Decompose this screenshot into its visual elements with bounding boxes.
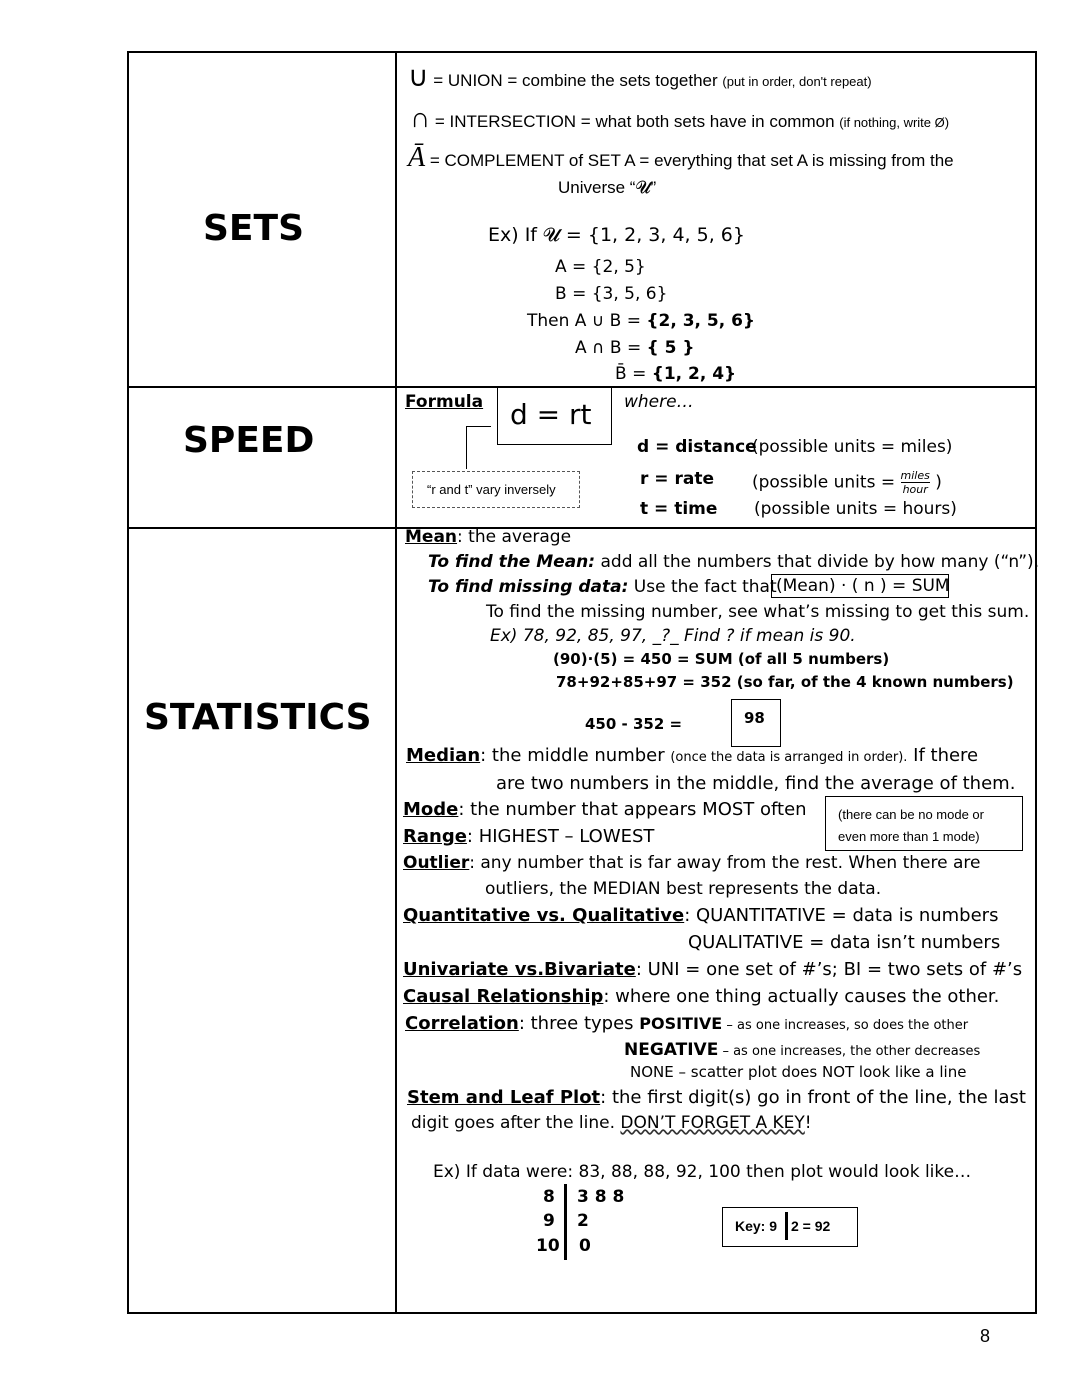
set-a: A = {2, 5} [555, 257, 646, 277]
leaf: 2 [577, 1211, 589, 1231]
key-leaf: 2 = 92 [791, 1218, 831, 1234]
complement-line: Ā = COMPLEMENT of SET A = everything that set A is missing from the [408, 142, 954, 173]
median-line: Median: the middle number (once the data is arranged in order). If there [406, 745, 979, 766]
union-line: ∪ = UNION = combine the sets together (put in order, don't repeat) [408, 61, 872, 92]
stem-divider [564, 1184, 567, 1260]
key-label: Key: 9 [735, 1218, 778, 1234]
arrow-icon [466, 426, 491, 469]
key-box [722, 1207, 858, 1247]
set-b: B = {3, 5, 6} [555, 284, 668, 304]
mode-line: Mode: the number that appears MOST often [403, 799, 807, 820]
missing-line-2: To find the missing number, see what’s missing to get this sum. [486, 602, 1030, 622]
page-number: 8 [980, 1326, 991, 1346]
outlier-line-2: outliers, the MEDIAN best represents the data. [485, 879, 882, 899]
quant-qual-line: Quantitative vs. Qualitative: QUANTITATIVE = data is numbers [403, 905, 999, 926]
stem: 8 [543, 1187, 555, 1207]
mode-note-box [825, 796, 1023, 851]
row-divider [127, 527, 1037, 529]
key-divider [785, 1212, 788, 1240]
mode-note-2: even more than 1 mode) [838, 829, 980, 844]
quant-qual-line-2: QUALITATIVE = data isn’t numbers [688, 932, 1001, 953]
calc-1: (90)·(5) = 450 = SUM (of all 5 numbers) [553, 650, 890, 668]
section-title-speed: SPEED [183, 420, 315, 461]
column-divider [395, 51, 397, 1313]
table-border-bottom [127, 1312, 1037, 1314]
answer-box [731, 699, 781, 747]
stem: 10 [536, 1236, 560, 1256]
answer: 98 [744, 709, 765, 727]
complement-result: B̄ = {1, 2, 4} [615, 364, 737, 384]
leaf: 0 [579, 1236, 591, 1256]
intersection-line: ∩ = INTERSECTION = what both sets have in common (if nothing, write Ø) [410, 102, 950, 133]
missing-data-line: To find missing data: Use the fact that [428, 577, 777, 597]
rate-units: (possible units = miles hour ) [752, 469, 942, 496]
uni-bi-line: Univariate vs.Bivariate: UNI = one set of #’s; BI = two sets of #’s [403, 959, 1023, 980]
section-title-statistics: STATISTICS [144, 697, 372, 738]
outlier-line: Outlier: any number that is far away from the rest. When there are [403, 853, 981, 873]
complement-line-2: Universe “𝓤” [558, 178, 657, 197]
negative-line: NEGATIVE – as one increases, the other decreases [624, 1040, 981, 1060]
formula-label: Formula [405, 392, 484, 412]
find-mean-line: To find the Mean: add all the numbers that divide by how many (“n”). [428, 552, 1040, 572]
rate-def: r = rate [640, 469, 714, 489]
inverse-note: “r and t” vary inversely [427, 482, 556, 497]
formula: d = rt [510, 398, 592, 431]
median-line-2: are two numbers in the middle, find the average of them. [496, 773, 1016, 794]
stem-leaf-example: Ex) If data were: 83, 88, 88, 92, 100 then plot would look like… [433, 1162, 972, 1182]
table-border-top [127, 51, 1037, 53]
sets-example: Ex) If 𝓤 = {1, 2, 3, 4, 5, 6} [488, 224, 745, 246]
intersection-result: A ∩ B = { 5 } [575, 338, 695, 358]
stem: 9 [543, 1211, 555, 1231]
note-box [412, 471, 580, 508]
stem-leaf-line-2: digit goes after the line. DON’T FORGET A KEY! [411, 1113, 812, 1133]
time-def: t = time [640, 499, 718, 519]
calc-3: 450 - 352 = [585, 715, 683, 733]
none-line: NONE – scatter plot does NOT look like a line [630, 1063, 967, 1081]
where-label: where… [624, 392, 694, 412]
stem-leaf-line: Stem and Leaf Plot: the first digit(s) go in front of the line, the last [407, 1087, 1026, 1108]
correlation-line: Correlation: three types POSITIVE – as one increases, so does the other [405, 1013, 969, 1034]
table-border-right [1035, 51, 1037, 1313]
mode-note-1: (there can be no mode or [838, 807, 984, 822]
mean-line: Mean: the average [405, 527, 572, 547]
leaf: 3 8 8 [577, 1187, 625, 1207]
range-line: Range: HIGHEST – LOWEST [403, 826, 655, 847]
formula-box [497, 387, 612, 445]
section-title-sets: SETS [203, 208, 305, 249]
mean-example: Ex) 78, 92, 85, 97, _?_ Find ? if mean is 90. [490, 626, 856, 646]
table-border-left [127, 51, 129, 1313]
causal-line: Causal Relationship: where one thing actually causes the other. [403, 986, 1000, 1007]
distance-units: (possible units = miles) [752, 437, 953, 457]
mean-formula: (Mean) · ( n ) = SUM [776, 576, 950, 596]
distance-def: d = distance [637, 437, 757, 457]
calc-2: 78+92+85+97 = 352 (so far, of the 4 known numbers) [556, 673, 1014, 691]
time-units: (possible units = hours) [754, 499, 957, 519]
union-result: Then A ∪ B = {2, 3, 5, 6} [527, 311, 756, 331]
mean-formula-box [771, 574, 949, 598]
